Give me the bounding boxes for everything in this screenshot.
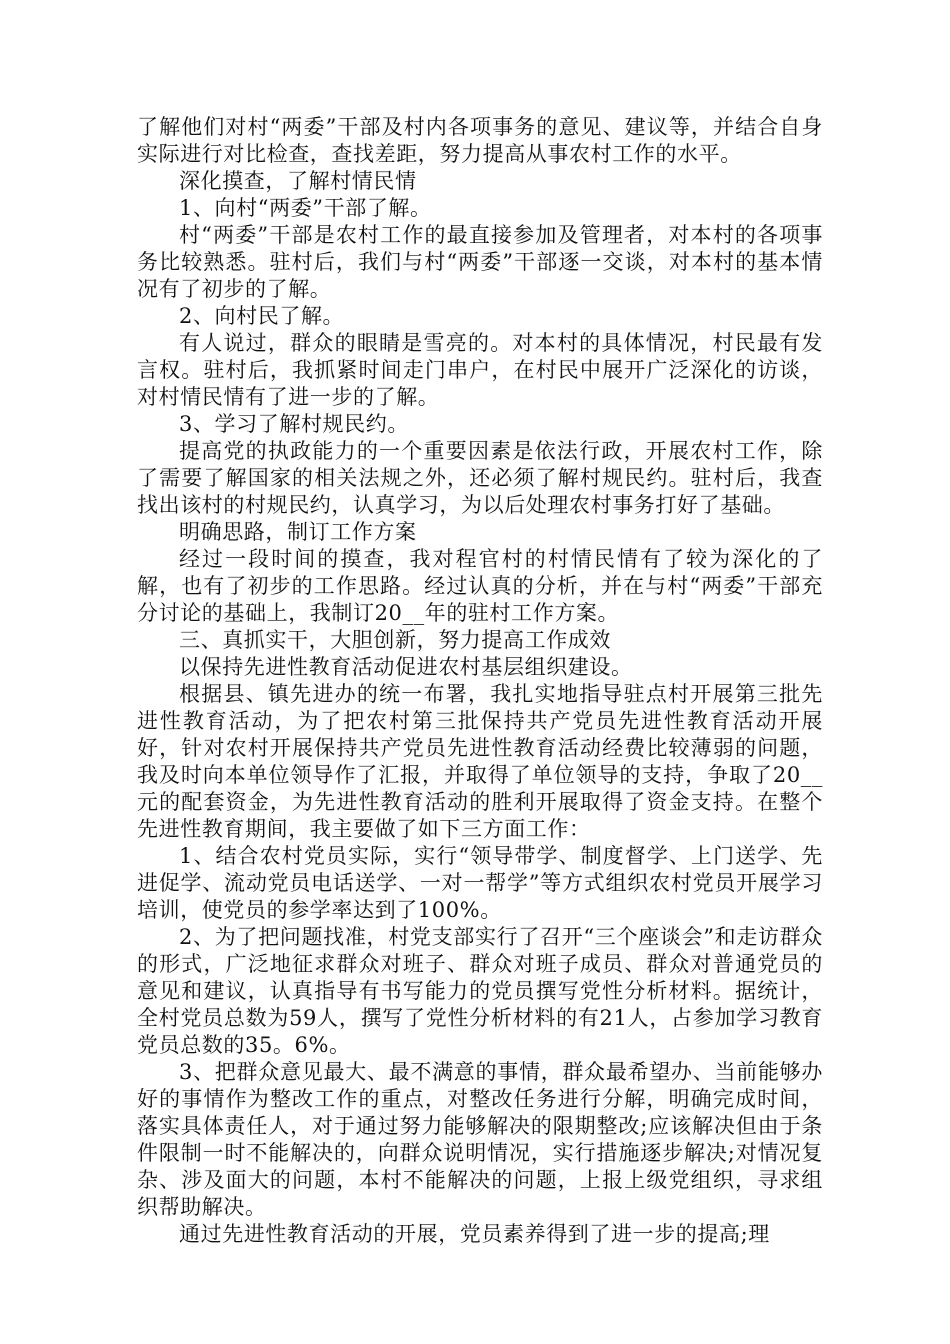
subheading-villagers: 2、向村民了解。 (179, 304, 345, 328)
section-heading-plan: 明确思路，制订工作方案 (179, 520, 417, 544)
paragraph-conclusion: 通过先进性教育活动的开展，党员素养得到了进一步的提高;理 (179, 1222, 770, 1246)
paragraph-education-intro: 以保持先进性教育活动促进农村基层组织建设。 (179, 655, 633, 679)
paragraph-cadres: 村“两委”干部是农村工作的最直接参加及管理者，对本村的各项事务比较熟悉。驻村后，我们与村“两委”干部逐一交谈，对本村的基本情况有了初步的了解。 (137, 223, 823, 301)
paragraph-rules: 提高党的执政能力的一个重要因素是依法行政，开展农村工作，除了需要了解国家的相关法规之外，还必须了解村规民约。驻村后，我查找出该村的村规民约，认真学习，为以后处理农村事务打好了基础。 (137, 439, 823, 517)
paragraph-item-2: 2、为了把问题找准，村党支部实行了召开“三个座谈会”和走访群众的形式，广泛地征求群众对班子、群众对班子成员、群众对普通党员的意见和建议，认真指导有书写能力的党员撰写党性分析材料。据统计，全村党员总数为59人，撰写了党性分析材料的有21人，占参加学习教育党员总数的35。6%。 (137, 925, 823, 1057)
subheading-rules: 3、学习了解村规民约。 (179, 412, 409, 436)
subheading-cadres: 1、向村“两委”干部了解。 (179, 196, 432, 220)
paragraph-item-3: 3、把群众意见最大、最不满意的事情，群众最希望办、当前能够办好的事情作为整改工作的重点，对整改任务进行分解，明确完成时间，落实具体责任人，对于通过努力能够解决的限期整改;应该解决但由于条件限制一时不能解决的，向群众说明情况，实行措施逐步解决;对情况复杂、涉及面大的问题，本村不能解决的问题，上报上级党组织，寻求组织帮助解决。 (137, 1060, 823, 1219)
section-heading-survey: 深化摸查，了解村情民情 (179, 169, 417, 193)
paragraph-villagers: 有人说过，群众的眼睛是雪亮的。对本村的具体情况，村民最有发言权。驻村后，我抓紧时间走门串户，在村民中展开广泛深化的访谈，对村情民情有了进一步的了解。 (137, 331, 823, 409)
paragraph-education-detail: 根据县、镇先进办的统一布署，我扎实地指导驻点村开展第三批先进性教育活动，为了把农村第三批保持共产党员先进性教育活动开展好，针对农村开展保持共产党员先进性教育活动经费比较薄弱的问题，我及时向本单位领导作了汇报，并取得了单位领导的支持，争取了20__元的配套资金，为先进性教育活动的胜利开展取得了资金支持。在整个先进性教育期间，我主要做了如下三方面工作： (137, 682, 823, 841)
document-body (137, 114, 823, 1248)
section-heading-three: 三、真抓实干，大胆创新，努力提高工作成效 (179, 628, 611, 652)
paragraph-plan: 经过一段时间的摸查，我对程官村的村情民情有了较为深化的了解，也有了初步的工作思路。经过认真的分析，并在与村“两委”干部充分讨论的基础上，我制订20__年的驻村工作方案。 (137, 547, 823, 625)
paragraph-item-1: 1、结合农村党员实际，实行“领导带学、制度督学、上门送学、先进促学、流动党员电话送学、一对一帮学”等方式组织农村党员开展学习培训，使党员的参学率达到了100%。 (137, 844, 823, 922)
paragraph-1: 了解他们对村“两委”干部及村内各项事务的意见、建议等，并结合自身实际进行对比检查，查找差距，努力提高从事农村工作的水平。 (137, 115, 823, 166)
